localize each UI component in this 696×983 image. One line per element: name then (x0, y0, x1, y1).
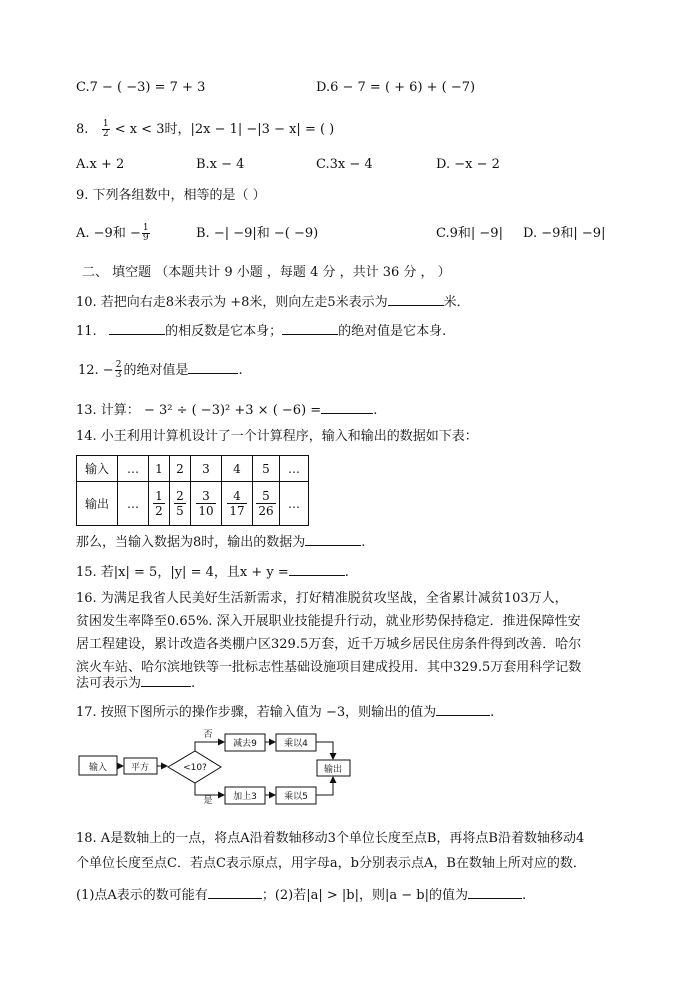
q8-option-a: A.x + 2 (76, 157, 125, 172)
question-14: 14. 小王利用计算机设计了一个计算程序，输入和输出的数据如下表： (76, 429, 478, 444)
q13-text: 13. 计算： − 3² ÷ ( −3)² +3 × ( −6) = (76, 403, 322, 418)
flow-arrow-yes (195, 783, 224, 795)
flow-no-label: 否 (203, 730, 213, 740)
q12-text-2: 的绝对值是 (123, 363, 189, 378)
q12-text: 12. − (78, 363, 114, 378)
q8-text: < x < 3时，|2x − 1| −|3 − x| = ( ) (114, 122, 335, 137)
q12-period: . (238, 363, 243, 378)
flow-yes-label: 是 (203, 796, 213, 806)
flow-arrow (316, 742, 333, 759)
flow-arrow-no (195, 742, 224, 751)
io-input-cell: 3 (191, 456, 222, 482)
io-out-num: 1 (155, 489, 163, 503)
q17-text: 17. 按照下图所示的操作步骤，若输入值为 −3，则输出的值为 (76, 705, 437, 720)
q9-option-d: D. −9和| −9| (523, 226, 606, 241)
io-out-num: 3 (202, 489, 210, 503)
io-input-cell: 1 (149, 456, 170, 482)
question-9: 9. 下列各组数中，相等的是（ ） (76, 188, 266, 203)
q8-number: 8. (76, 122, 89, 137)
io-out-den: 17 (229, 504, 245, 518)
q16-text-5: 法可表示为 (76, 676, 142, 691)
question-18-line-1: 18. A是数轴上的一点，将点A沿着数轴移动3个单位长度至点B，再将点B沿着数轴移动4 (76, 831, 585, 846)
question-16-line-3: 居工程建设，累计改造各类棚户区329.5万套，近千万城乡居民住房条件得到改善．哈尔 (76, 637, 582, 652)
q8-frac-den: 2 (102, 129, 109, 139)
q11-text-2: 的绝对值是它本身. (338, 324, 447, 339)
flow-mul5-label: 乘以5 (284, 792, 308, 802)
q9-a-text: A. −9和 − (76, 226, 141, 241)
q9-option-c: C.9和| −9| (436, 226, 503, 241)
io-out-num: 5 (262, 489, 270, 503)
q18-period: . (521, 888, 527, 903)
flow-input-label: 输入 (88, 763, 108, 773)
io-input-cell: 4 (222, 456, 253, 482)
flow-output-label: 输出 (323, 765, 343, 775)
q11-text-1: 的相反数是它本身； (165, 324, 283, 339)
io-out-den: 10 (198, 504, 214, 518)
question-16-line-4: 滨火车站、哈尔滨地铁等一批标志性基础设施项目建成投用．其中329.5万套用科学记数 (76, 660, 582, 675)
q9-option-b: B. −| −9|和 −( −9) (196, 226, 319, 241)
io-dots: … (118, 456, 149, 482)
io-out-den: 2 (155, 504, 163, 518)
q8-frac-num: 1 (102, 119, 109, 129)
flow-sub9-label: 减去9 (233, 739, 257, 749)
io-output-label: 输出 (77, 482, 118, 526)
q12-frac-num: 2 (115, 360, 122, 370)
io-dots: … (280, 482, 309, 526)
q7-option-c: C.7 − ( −3) = 7 + 3 (76, 80, 206, 95)
flow-square-label: 平方 (130, 763, 150, 773)
q7-option-d: D.6 − 7 = ( + 6) + ( −7) (316, 80, 476, 95)
q8-option-c: C.3x − 4 (316, 157, 373, 172)
q15-period: . (344, 565, 349, 580)
q12-frac-den: 3 (115, 370, 122, 380)
io-out-num: 4 (233, 489, 241, 503)
q9-a-num: 1 (142, 223, 149, 233)
io-input-label: 输入 (77, 456, 118, 482)
q18-blank-2[interactable] (468, 885, 522, 899)
q8-option-b: B.x − 4 (196, 157, 245, 172)
question-16-line-1: 16. 为满足我省人民美好生活新需求，打好精准脱贫攻坚战，全省累计减贫103万人， (76, 591, 568, 606)
io-out-den: 5 (176, 504, 184, 518)
q18-part2-text: ；(2)若|a| > |b|，则|a − b|的值为 (261, 888, 468, 903)
flow-mul4-label: 乘以4 (284, 739, 308, 749)
q17-period: . (490, 705, 495, 720)
io-input-cell: 2 (170, 456, 191, 482)
io-input-cell: 5 (253, 456, 280, 482)
question-16-line-2: 贫困发生率降至0.65%. 深入开展职业技能提升行动，就业形势保持稳定．推进保障性安 (76, 614, 581, 629)
question-18-line-3 (76, 885, 526, 904)
q9-a-den: 9 (142, 233, 149, 243)
question-18-line-2: 个单位长度至点C．若点C表示原点，用字母a，b分别表示点A，B在数轴上所对应的数． (76, 856, 586, 871)
io-dots: … (118, 482, 149, 526)
flow-condition-label: <10? (183, 763, 207, 773)
q10-unit: 米． (443, 295, 470, 310)
q14-followup-text: 那么，当输入数据为8时，输出的数据为 (76, 535, 306, 550)
q13-period: . (373, 403, 378, 418)
section-2-heading: 二、 填空题 （本题共计 9 小题 ，每题 4 分 ，共计 36 分 ， ） (82, 265, 451, 280)
io-out-den: 26 (258, 504, 274, 518)
q18-part1-text: (1)点A表示的数可能有 (76, 888, 208, 903)
q16-period: . (191, 676, 196, 691)
q8-option-d: D. −x − 2 (436, 157, 500, 172)
io-dots: … (280, 456, 309, 482)
q15-text: 15. 若|x| = 5，|y| = 4，且x + y = (76, 565, 289, 580)
io-out-num: 2 (176, 489, 184, 503)
flow-add3-label: 加上3 (233, 792, 257, 802)
q10-text: 10. 若把向右走8米表示为 +8米，则向左走5米表示为 (76, 295, 388, 310)
q14-period: . (361, 535, 366, 550)
q18-blank-1[interactable] (208, 885, 262, 899)
q11-number: 11. (76, 324, 97, 339)
flow-arrow (316, 777, 333, 795)
